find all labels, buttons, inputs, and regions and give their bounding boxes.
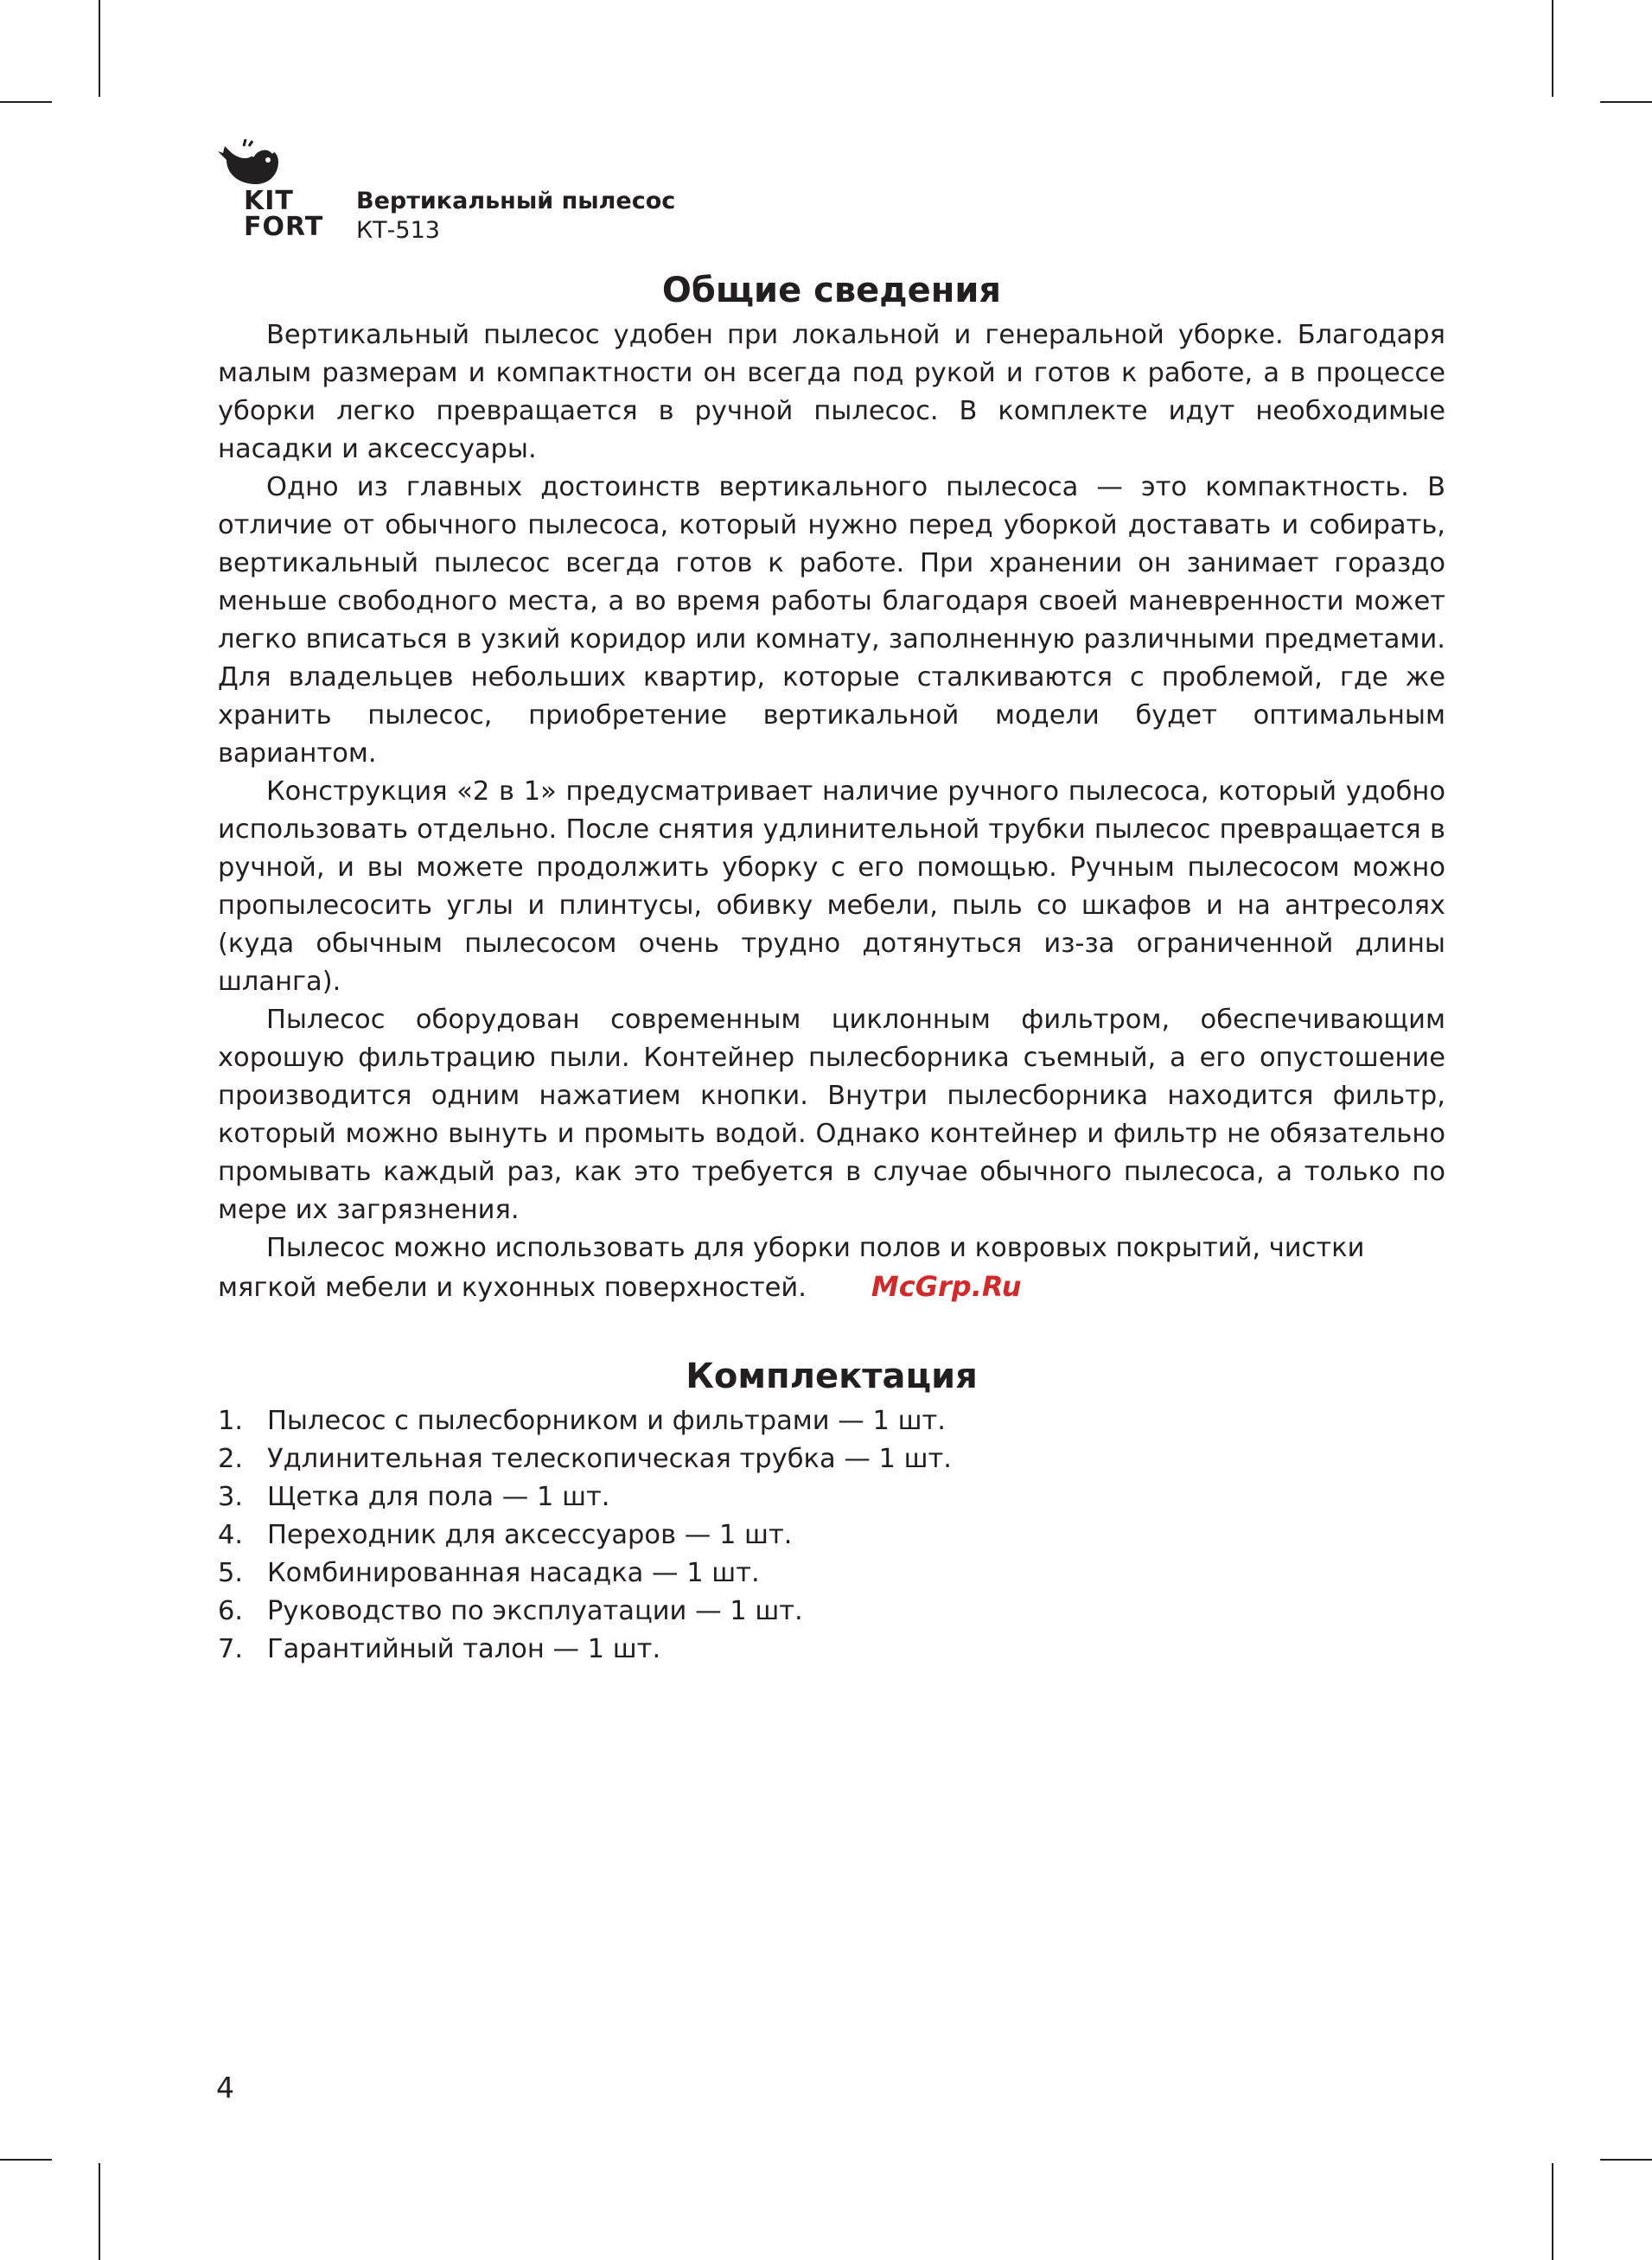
list-item-text: Гарантийный талон — 1 шт. bbox=[267, 1634, 661, 1664]
crop-mark bbox=[1600, 101, 1652, 103]
section-title-general: Общие сведения bbox=[661, 271, 1002, 310]
list-item-number: 6. bbox=[218, 1596, 244, 1626]
brand-line-2: FORT bbox=[244, 212, 324, 242]
crop-mark bbox=[0, 2159, 52, 2161]
crop-mark bbox=[0, 101, 52, 103]
watermark-link[interactable]: McGrp.Ru bbox=[871, 1270, 1022, 1303]
package-contents-section bbox=[218, 1350, 1445, 1669]
crop-mark bbox=[99, 2163, 100, 2260]
list-item-text: Руководство по эксплуатации — 1 шт. bbox=[267, 1596, 803, 1626]
paragraph: Одно из главных достоинств вертикального пылесоса — это компактность. В отличие от обычного пылесоса, который нужно перед уборкой доставать и собирать, вертикальный пылесос всегда готов к работе. При хранении он занимает гораздо меньше свободного места, а во время работы благодаря своей маневренности может легко вписаться в узкий коридор или комнату, заполненную различными предметами. Для владельцев небольших квартир, которые сталкиваются с проблемой, где же хранить пылесос, приобретение вертикальной модели будет оптимальным вариантом. bbox=[218, 472, 1445, 769]
product-title: Вертикальный пылесос bbox=[356, 188, 676, 214]
paragraph: Вертикальный пылесос удобен при локальной и генеральной уборке. Благодаря малым размерам и компактности он всегда под рукой и готов к работе, а в процессе уборки легко превращается в ручной пылесос. В комплекте идут необходимые насадки и аксессуары. bbox=[218, 320, 1445, 464]
list-item bbox=[218, 1631, 1445, 1669]
paragraph: Пылесос оборудован современным циклонным фильтром, обеспечивающим хорошую фильтрацию пыли. Контейнер пылесборника съемный, а его опустошение производится одним нажатием кнопки. Внутри пылесборника находится фильтр, который можно вынуть и промыть водой. Однако контейнер и фильтр не обязательно промывать каждый раз, как это требуется в случае обычного пылесоса, а только по мере их загрязнения. bbox=[218, 1005, 1445, 1225]
crop-mark bbox=[1600, 2159, 1652, 2161]
paragraph: Конструкция «2 в 1» предусматривает наличие ручного пылесоса, который удобно использовать отдельно. После снятия удлинительной трубки пылесос превращается в ручной, и вы можете продолжить уборку с его помощью. Ручным пылесосом можно пропылесосить углы и плинтусы, обивку мебели, пыль со шкафов и на антресолях (куда обычным пылесосом очень трудно дотянуться из-за ограниченной длины шланга). bbox=[218, 776, 1445, 997]
list-item-number: 4. bbox=[218, 1520, 244, 1550]
crop-mark bbox=[99, 0, 100, 97]
document-body bbox=[218, 265, 1445, 1669]
list-item-number: 3. bbox=[218, 1482, 244, 1512]
document-header bbox=[214, 134, 820, 246]
brand-logo bbox=[214, 134, 327, 246]
crop-mark bbox=[1552, 0, 1553, 97]
list-item-text: Пылесос с пылесборником и фильтрами — 1 шт. bbox=[267, 1406, 946, 1436]
paragraph-text: Пылесос можно использовать для уборки полов и ковровых покрытий, чистки мягкой мебели и кухонных поверхностей. bbox=[218, 1233, 1365, 1303]
list-item-number: 5. bbox=[218, 1558, 244, 1588]
crop-mark bbox=[1552, 2163, 1553, 2260]
product-model: КТ-513 bbox=[356, 217, 440, 244]
page-number: 4 bbox=[216, 2071, 234, 2104]
list-item bbox=[218, 1478, 1445, 1516]
whale-logo-icon bbox=[218, 139, 280, 188]
list-item bbox=[218, 1516, 1445, 1555]
list-item-number: 2. bbox=[218, 1444, 244, 1474]
list-item-text: Щетка для пола — 1 шт. bbox=[267, 1482, 610, 1512]
list-item-number: 7. bbox=[218, 1634, 244, 1664]
list-item-text: Переходник для аксессуаров — 1 шт. bbox=[267, 1520, 793, 1550]
list-item bbox=[218, 1440, 1445, 1478]
list-item-text: Комбинированная насадка — 1 шт. bbox=[267, 1558, 760, 1588]
list-item bbox=[218, 1555, 1445, 1593]
list-item bbox=[218, 1593, 1445, 1631]
paragraph-last bbox=[218, 1229, 1445, 1307]
list-item-text: Удлинительная телескопическая трубка — 1 шт. bbox=[267, 1444, 953, 1474]
brand-line-1: KIT bbox=[244, 186, 294, 216]
section-title-contents: Комплектация bbox=[686, 1357, 978, 1396]
contents-list bbox=[218, 1402, 1445, 1669]
list-item-number: 1. bbox=[218, 1406, 244, 1436]
list-item bbox=[218, 1402, 1445, 1440]
